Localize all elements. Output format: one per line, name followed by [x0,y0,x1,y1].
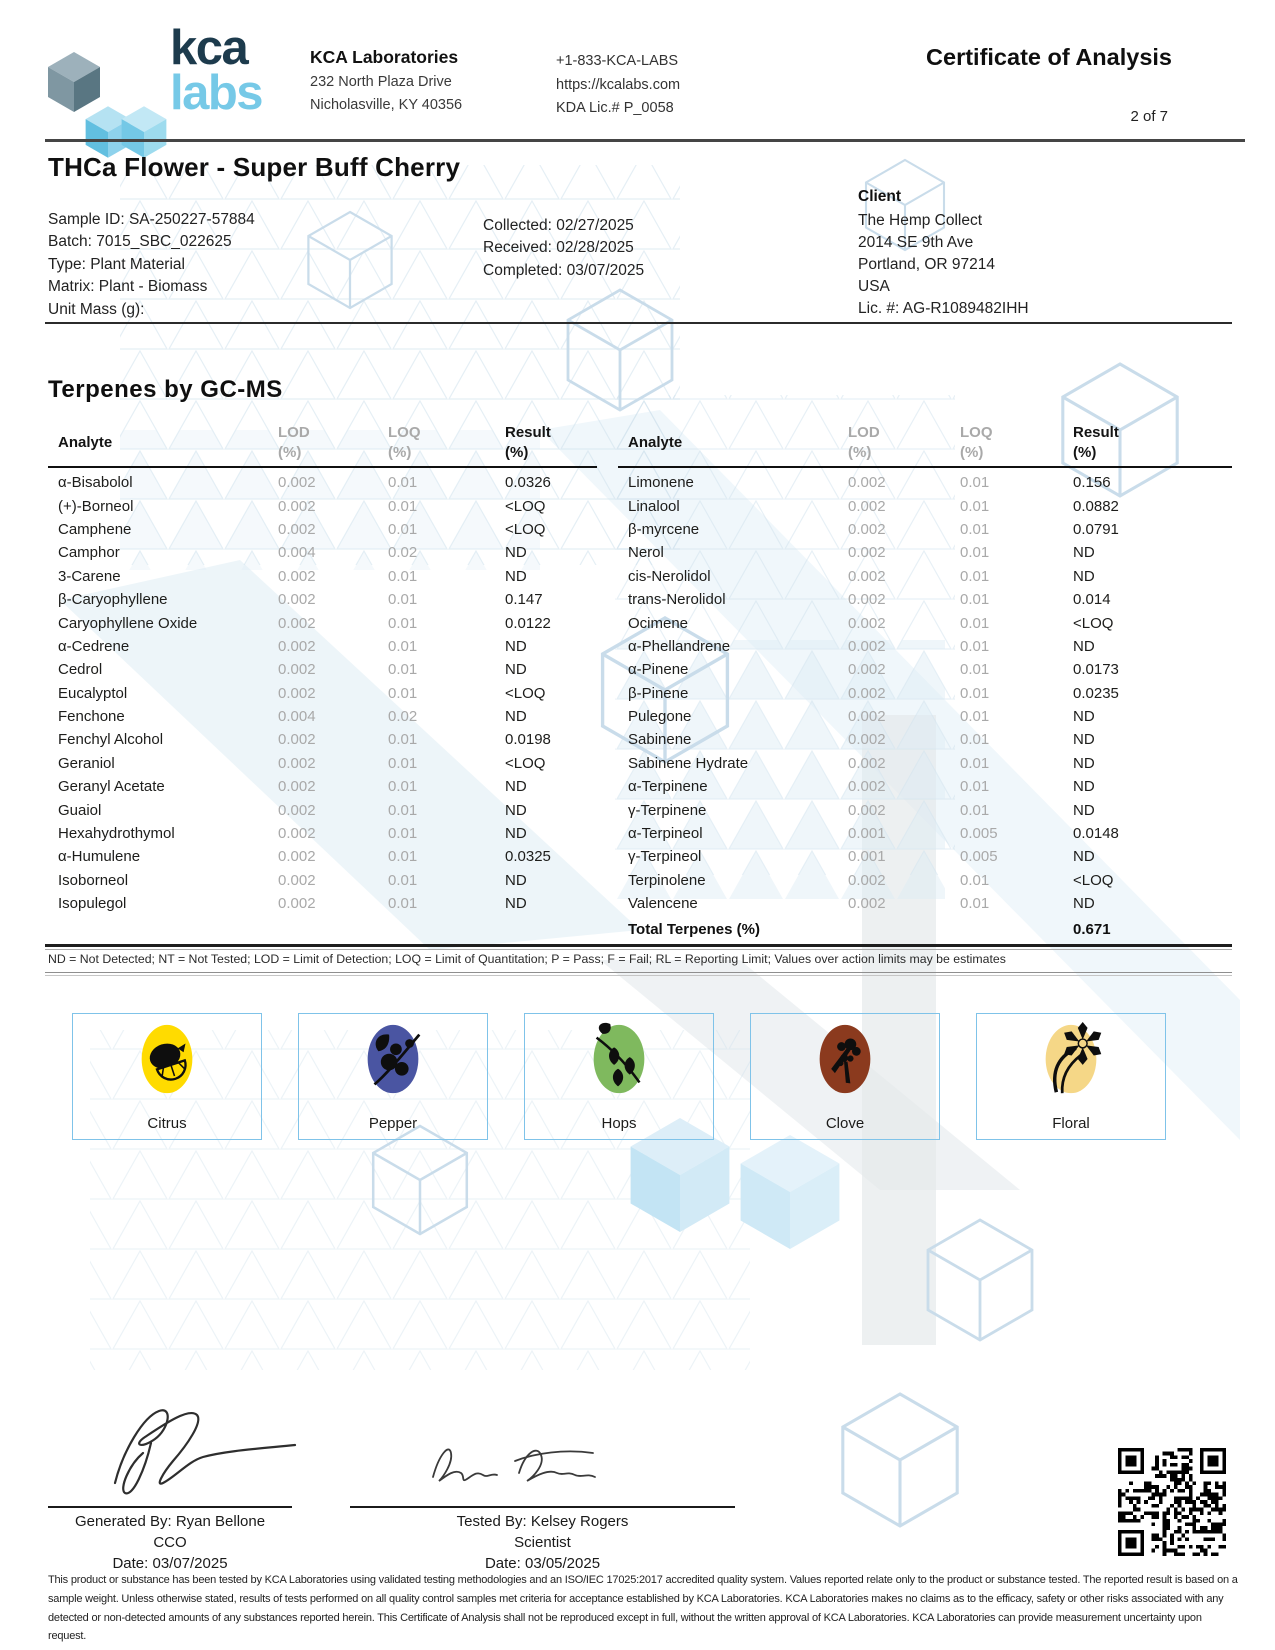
tested-by-date: Date: 03/05/2025 [484,1554,601,1572]
analyte-name: β-Caryophyllene [58,591,168,609]
total-terpenes-label: Total Terpenes (%) [628,920,760,938]
analyte-lod: 0.002 [278,895,316,913]
analyte-loq: 0.01 [388,591,418,609]
terpene-rows-left [48,471,609,915]
analyte-name: α-Terpinene [628,778,708,796]
table-row [48,658,609,681]
analyte-name: Sabinene Hydrate [628,754,749,772]
analyte-loq: 0.01 [960,895,990,913]
sample-dates [483,215,644,282]
client-address1: 2014 SE 9th Ave [858,234,974,251]
analyte-lod: 0.002 [278,871,316,889]
table-row [618,471,1232,494]
generated-by-role: CCO [153,1533,187,1551]
terpene-table-right [618,421,1232,941]
analyte-name: Linalool [628,497,680,515]
analyte-name: Camphor [58,544,120,562]
analyte-lod: 0.002 [848,778,886,796]
analyte-name: Hexahydrothymol [58,825,175,843]
lab-phone: +1-833-KCA-LABS [556,53,679,69]
analyte-lod: 0.002 [848,474,886,492]
analyte-result: ND [505,825,527,843]
analyte-name: Guaiol [58,801,102,819]
tested-by-signature-line [350,1506,735,1508]
analyte-lod: 0.001 [848,848,886,866]
analyte-lod: 0.002 [278,731,316,749]
column-header-lod: LOD (%) [278,423,310,461]
analyte-result: ND [1073,567,1095,585]
analyte-loq: 0.02 [388,708,418,726]
analyte-name: Valencene [628,895,698,913]
table-row [618,518,1232,541]
aroma-badge-clove [750,1013,940,1140]
analyte-name: cis-Nerolidol [628,567,711,585]
logo-word-labs: labs [170,66,263,120]
lab-name: KCA Laboratories [310,47,459,67]
analyte-name: Sabinene [628,731,692,749]
table-row [48,869,609,892]
hops-icon [575,1022,663,1100]
analyte-result: ND [505,661,527,679]
analyte-result: ND [1073,754,1095,772]
sample-unit-mass: Unit Mass (g): [48,300,145,318]
table-row [48,822,609,845]
aroma-badge-citrus [72,1013,262,1140]
table-row [48,705,609,728]
aroma-label: Pepper [368,1115,418,1132]
info-divider [45,322,1232,324]
product-title: THCa Flower - Super Buff Cherry [48,152,461,182]
analyte-lod: 0.002 [848,544,886,562]
analyte-loq: 0.01 [388,614,418,632]
generated-by-block [48,1512,292,1574]
analyte-name: Eucalyptol [58,684,128,702]
table-row [48,565,609,588]
sample-batch: Batch: 7015_SBC_022625 [48,233,232,251]
table-row [48,588,609,611]
aroma-badges [72,1013,1166,1140]
client-info [858,186,1029,320]
analyte-lod: 0.002 [278,567,316,585]
tested-by-role: Scientist [514,1533,571,1551]
analyte-name: 3-Carene [58,567,121,585]
analyte-result: ND [1073,708,1095,726]
header-divider [45,139,1245,142]
analyte-lod: 0.002 [278,614,316,632]
analyte-loq: 0.01 [388,684,418,702]
lab-website: https://kcalabs.com [556,76,681,93]
peppercorn-icon [349,1022,437,1100]
legal-disclaimer: This product or substance has been tested by KCA Laboratories using validated testing methodologies and an ISO/IEC 17025:2017 accredited quality system. Values reported relate only to the product or substance tested. The reported result is based on a sample weight. Unless otherwise stated, results of tests performed on all quality control samples met criteria for acceptance established by KCA Laboratories. KCA Laboratories makes no claims as to the efficacy, safety or other risks associated with any detected or non-detected amounts of any substances reported herein. This Certificate of Analysis shall not be reproduced except in full, without the written approval of KCA Laboratories. KCA Laboratories can provide measurement uncertainty upon request. [48,1574,1238,1643]
table-row [618,775,1232,798]
analyte-loq: 0.01 [388,637,418,655]
analyte-name: α-Cedrene [58,637,130,655]
analyte-loq: 0.01 [960,871,990,889]
analyte-result: <LOQ [505,520,546,538]
analyte-result: ND [1073,731,1095,749]
table-row [618,565,1232,588]
table-row [618,869,1232,892]
analyte-name: Limonene [628,474,694,492]
column-header-analyte: Analyte [58,433,113,451]
aroma-label: Floral [1052,1115,1090,1132]
table-bottom-rule [45,944,1232,950]
lab-address-line2: Nicholasville, KY 40356 [310,97,463,113]
document-title: Certificate of Analysis [926,44,1172,70]
analyte-result: ND [505,778,527,796]
sample-id: Sample ID: SA-250227-57884 [48,211,255,228]
footnote-rule [45,972,1232,976]
analyte-result: <LOQ [1073,871,1114,889]
analyte-result: <LOQ [505,497,546,515]
analyte-loq: 0.01 [388,754,418,772]
analyte-name: α-Humulene [58,848,141,866]
analyte-name: β-Pinene [628,684,689,702]
table-header-rule [618,466,1232,468]
total-terpenes-value: 0.671 [1073,920,1111,938]
analyte-lod: 0.002 [848,731,886,749]
analyte-lod: 0.001 [848,825,886,843]
client-name: The Hemp Collect [858,212,983,229]
analyte-name: Geranyl Acetate [58,778,165,796]
analyte-loq: 0.01 [388,661,418,679]
analyte-loq: 0.01 [388,871,418,889]
analyte-lod: 0.002 [848,871,886,889]
column-header-lod: LOD (%) [848,423,880,461]
analyte-name: Nerol [628,544,664,562]
logo-word-kca: kca [170,21,248,75]
analyte-loq: 0.01 [960,754,990,772]
terpene-rows-right [618,471,1232,915]
analyte-loq: 0.01 [960,801,990,819]
analyte-loq: 0.01 [960,544,990,562]
analyte-result: ND [1073,801,1095,819]
analyte-lod: 0.004 [278,708,316,726]
analyte-result: 0.0325 [505,848,551,866]
analyte-lod: 0.002 [278,754,316,772]
analyte-result: 0.014 [1073,591,1111,609]
tested-by-name: Tested By: Kelsey Rogers [456,1513,629,1530]
table-row [48,752,609,775]
analyte-loq: 0.01 [388,801,418,819]
analyte-loq: 0.005 [960,848,998,866]
analyte-result: ND [1073,895,1095,913]
client-heading: Client [858,188,902,205]
table-row [618,728,1232,751]
analyte-result: ND [505,637,527,655]
analyte-lod: 0.002 [848,684,886,702]
table-row [618,705,1232,728]
analyte-lod: 0.002 [278,591,316,609]
column-header-analyte: Analyte [628,433,683,451]
analyte-name: Caryophyllene Oxide [58,614,198,632]
total-terpenes-row [618,917,1232,941]
analyte-loq: 0.01 [960,591,990,609]
analyte-result: 0.0882 [1073,497,1119,515]
analyte-result: ND [1073,848,1095,866]
table-row [48,728,609,751]
date-received: Received: 02/28/2025 [483,239,634,257]
aroma-label: Hops [601,1115,637,1132]
analyte-name: β-myrcene [628,520,700,538]
analyte-result: 0.0148 [1073,825,1119,843]
analyte-name: Ocimene [628,614,689,632]
client-address2: Portland, OR 97214 [858,256,996,273]
client-country: USA [858,278,890,295]
analyte-name: Fenchyl Alcohol [58,731,164,749]
analyte-loq: 0.01 [388,520,418,538]
analyte-lod: 0.002 [848,567,886,585]
analyte-lod: 0.002 [278,474,316,492]
analyte-result: ND [505,871,527,889]
analyte-loq: 0.005 [960,825,998,843]
analyte-lod: 0.002 [848,661,886,679]
section-title-terpenes: Terpenes by GC-MS [48,376,283,403]
analyte-name: Geraniol [58,754,115,772]
sample-type: Type: Plant Material [48,255,185,273]
table-row [618,635,1232,658]
qr-code [1118,1448,1226,1556]
analyte-lod: 0.002 [278,825,316,843]
tested-by-block [350,1512,735,1574]
table-header [48,421,609,463]
analyte-lod: 0.002 [848,801,886,819]
column-header-loq: LOQ (%) [388,423,421,461]
table-row [48,611,609,634]
analyte-result: <LOQ [505,684,546,702]
table-row [48,892,609,915]
abbreviations-footnote: ND = Not Detected; NT = Not Tested; LOD = Limit of Detection; LOQ = Limit of Quantitation; P = Pass; F = Fail; RL = Reporting Limit; Values over action limits may be estimates [48,952,1006,966]
analyte-result: 0.0122 [505,614,551,632]
analyte-result: ND [505,801,527,819]
table-row [48,845,609,868]
analyte-result: <LOQ [505,754,546,772]
table-header [618,421,1232,463]
analyte-loq: 0.01 [960,731,990,749]
daffodil-icon [1027,1022,1115,1100]
analyte-result: ND [1073,544,1095,562]
analyte-loq: 0.01 [960,708,990,726]
table-row [48,682,609,705]
analyte-name: trans-Nerolidol [628,591,726,609]
clove-icon [801,1022,889,1100]
table-row [618,494,1232,517]
analyte-name: α-Phellandrene [628,637,731,655]
analyte-loq: 0.01 [960,474,990,492]
analyte-name: Fenchone [58,708,125,726]
generated-by-name: Generated By: Ryan Bellone [74,1513,266,1530]
analyte-name: Isopulegol [58,895,127,913]
analyte-loq: 0.01 [960,684,990,702]
kca-labs-logo [170,21,263,120]
aroma-badge-hops [524,1013,714,1140]
generated-by-signature [85,1365,330,1510]
aroma-badge-floral [976,1013,1166,1140]
table-row [48,541,609,564]
lab-address-line1: 232 North Plaza Drive [310,74,452,90]
generated-by-signature-line [48,1506,292,1508]
tested-by-signature [415,1425,615,1505]
table-row [618,845,1232,868]
analyte-lod: 0.002 [848,497,886,515]
table-row [618,541,1232,564]
analyte-loq: 0.01 [388,731,418,749]
generated-by-date: Date: 03/07/2025 [112,1554,228,1572]
analyte-name: (+)-Borneol [58,497,134,515]
analyte-name: Terpinolene [628,871,706,889]
analyte-result: 0.0326 [505,474,551,492]
kca-logo-cubes-icon [28,24,178,164]
analyte-result: 0.0198 [505,731,551,749]
analyte-result: ND [505,895,527,913]
analyte-loq: 0.01 [960,637,990,655]
date-collected: Collected: 02/27/2025 [483,217,634,234]
page-number: 2 of 7 [1130,108,1168,125]
analyte-loq: 0.01 [388,474,418,492]
analyte-name: Cedrol [58,661,103,679]
analyte-loq: 0.01 [388,567,418,585]
table-row [48,471,609,494]
lemon-icon [123,1022,211,1100]
column-header-result: Result (%) [505,423,551,461]
analyte-name: Isoborneol [58,871,129,889]
analyte-result: ND [505,708,527,726]
analyte-lod: 0.002 [278,848,316,866]
analyte-loq: 0.01 [388,778,418,796]
analyte-lod: 0.002 [278,801,316,819]
column-header-result: Result (%) [1073,423,1119,461]
analyte-name: Camphene [58,520,132,538]
column-header-loq: LOQ (%) [960,423,993,461]
date-completed: Completed: 03/07/2025 [483,261,645,279]
sample-info [48,209,255,321]
analyte-result: 0.156 [1073,474,1111,492]
table-row [48,635,609,658]
analyte-result: 0.147 [505,591,543,609]
analyte-lod: 0.002 [848,895,886,913]
analyte-lod: 0.002 [278,497,316,515]
table-header-rule [48,466,597,468]
analyte-loq: 0.01 [960,520,990,538]
analyte-loq: 0.01 [388,497,418,515]
analyte-loq: 0.01 [960,614,990,632]
analyte-result: 0.0791 [1073,520,1119,538]
sample-matrix: Matrix: Plant - Biomass [48,278,208,296]
lab-info [310,47,462,114]
analyte-lod: 0.002 [848,614,886,632]
analyte-lod: 0.002 [848,637,886,655]
analyte-result: ND [1073,778,1095,796]
analyte-lod: 0.002 [278,520,316,538]
terpene-table-left [48,421,609,915]
table-row [618,611,1232,634]
analyte-loq: 0.01 [388,825,418,843]
analyte-result: <LOQ [1073,614,1114,632]
lab-contact [556,50,680,121]
table-row [618,822,1232,845]
analyte-loq: 0.01 [388,848,418,866]
analyte-name: α-Bisabolol [58,474,133,492]
table-row [618,798,1232,821]
analyte-result: ND [1073,637,1095,655]
analyte-loq: 0.01 [960,567,990,585]
table-row [48,798,609,821]
analyte-result: 0.0173 [1073,661,1119,679]
table-row [48,494,609,517]
analyte-result: 0.0235 [1073,684,1119,702]
analyte-loq: 0.01 [960,778,990,796]
table-row [48,518,609,541]
analyte-name: α-Pinene [628,661,689,679]
table-row [618,658,1232,681]
analyte-name: γ-Terpineol [628,848,702,866]
analyte-name: Pulegone [628,708,692,726]
analyte-lod: 0.002 [848,754,886,772]
analyte-loq: 0.01 [388,895,418,913]
analyte-lod: 0.004 [278,544,316,562]
table-row [618,682,1232,705]
analyte-lod: 0.002 [848,520,886,538]
analyte-lod: 0.002 [848,708,886,726]
analyte-lod: 0.002 [848,591,886,609]
analyte-name: α-Terpineol [628,825,703,843]
aroma-label: Clove [825,1115,865,1132]
analyte-name: γ-Terpinene [628,801,707,819]
analyte-result: ND [505,544,527,562]
table-row [48,775,609,798]
analyte-loq: 0.01 [960,661,990,679]
analyte-lod: 0.002 [278,661,316,679]
client-license: Lic. #: AG-R1089482IHH [858,300,1029,317]
table-row [618,892,1232,915]
aroma-label: Citrus [147,1115,187,1132]
lab-license: KDA Lic.# P_0058 [556,100,674,116]
analyte-lod: 0.002 [278,684,316,702]
table-row [618,588,1232,611]
analyte-loq: 0.01 [960,497,990,515]
analyte-lod: 0.002 [278,637,316,655]
analyte-result: ND [505,567,527,585]
table-row [618,752,1232,775]
analyte-lod: 0.002 [278,778,316,796]
analyte-loq: 0.02 [388,544,418,562]
aroma-badge-pepper [298,1013,488,1140]
